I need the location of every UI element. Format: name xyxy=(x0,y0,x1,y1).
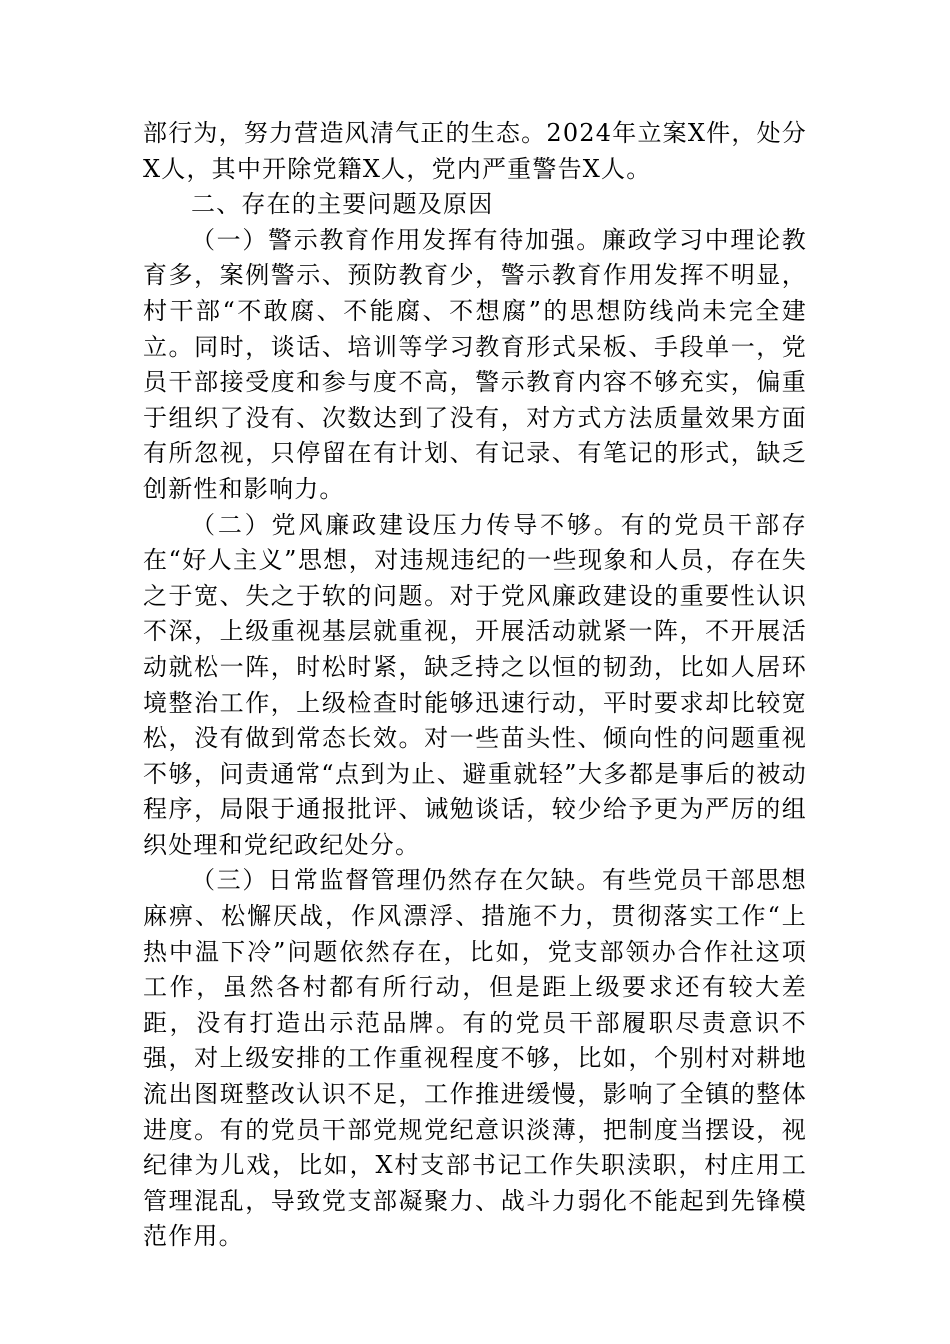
problem-item-1-body: 廉政学习中理论教育多，案例警示、预防教育少，警示教育作用发挥不明显，村干部“不敢腐、不能腐、不想腐”的思想防线尚未完全建立。同时，谈话、培训等学习教育形式呆板、手段单一，党员干部接受度和参与度不高，警示教育内容不够充实，偏重于组织了没有、次数达到了没有，对方式方法质量效果方面有所忽视，只停留在有计划、有记录、有笔记的形式，缺乏创新性和影响力。 xyxy=(143,225,807,503)
problem-item-3 xyxy=(143,863,807,1255)
paragraph-continuation: 部行为，努力营造风清气正的生态。2024年立案X件，处分X人，其中开除党籍X人，党内严重警告X人。 xyxy=(143,119,807,183)
section-heading: 二、存在的主要问题及原因 xyxy=(191,190,494,219)
problem-item-1 xyxy=(143,223,807,508)
document-page xyxy=(143,116,807,1255)
problem-item-2-lead: （二）党风廉政建设压力传导不够。 xyxy=(191,510,621,539)
problem-item-2-body: 有的党员干部存在“好人主义”思想，对违规违纪的一些现象和人员，存在失之于宽、失之于软的问题。对于党风廉政建设的重要性认识不深，上级重视基层就重视，开展活动就紧一阵，不开展活动就松一阵，时松时紧，缺乏持之以恒的韧劲，比如人居环境整治工作，上级检查时能够迅速行动，平时要求却比较宽松，没有做到常态长效。对一些苗头性、倾向性的问题重视不够，问责通常“点到为止、避重就轻”大多都是事后的被动程序，局限于通报批评、诫勉谈话，较少给予更为严厉的组织处理和党纪政纪处分。 xyxy=(143,510,807,859)
problem-item-3-lead: （三）日常监督管理仍然存在欠缺。 xyxy=(191,866,602,895)
problem-item-1-lead: （一）警示教育作用发挥有待加强。 xyxy=(191,225,602,254)
problem-item-2 xyxy=(143,508,807,864)
problem-item-3-body: 有些党员干部思想麻痹、松懈厌战，作风漂浮、措施不力，贯彻落实工作“上热中温下冷”问题依然存在，比如，党支部领办合作社这项工作，虽然各村都有所行动，但是距上级要求还有较大差距，没有打造出示范品牌。有的党员干部履职尽责意识不强，对上级安排的工作重视程度不够，比如，个别村对耕地流出图斑整改认识不足，工作推进缓慢，影响了全镇的整体进度。有的党员干部党规党纪意识淡薄，把制度当摆设，视纪律为儿戏，比如，X村支部书记工作失职渎职，村庄用工管理混乱，导致党支部凝聚力、战斗力弱化不能起到先锋模范作用。 xyxy=(143,866,807,1251)
